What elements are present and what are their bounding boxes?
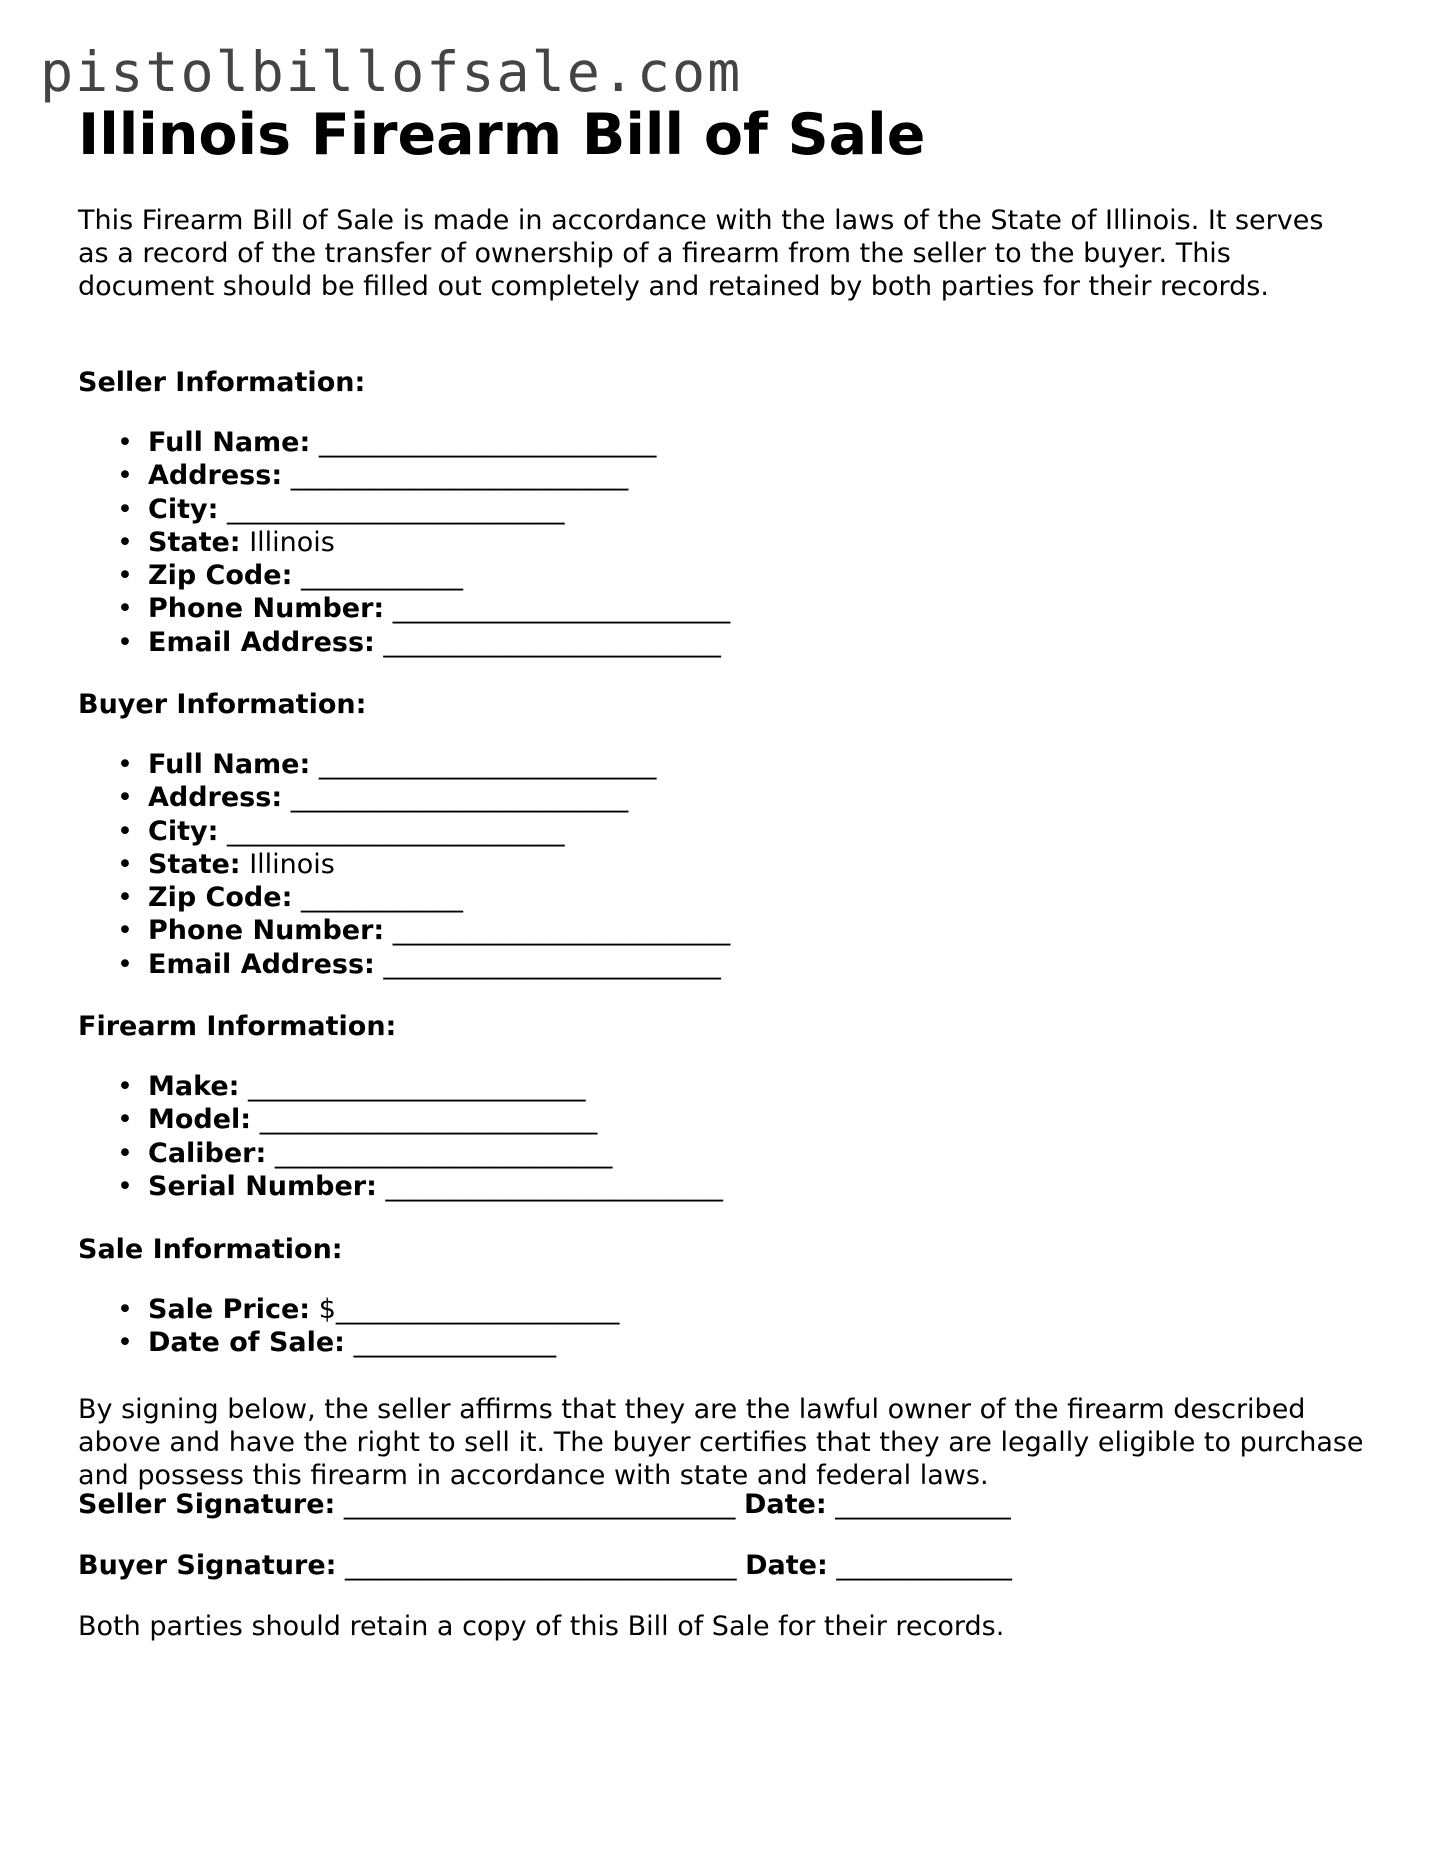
field-label: Phone Number: (148, 593, 385, 625)
seller-address-field[interactable] (148, 459, 730, 492)
field-value[interactable]: _________________________ (259, 1104, 598, 1136)
field-label: Model: (148, 1104, 252, 1136)
buyer-phone-field[interactable] (148, 914, 730, 947)
buyer-fields-list (78, 748, 730, 981)
field-label: State: (148, 848, 241, 880)
buyer-address-field[interactable] (148, 781, 730, 814)
field-label: City: (148, 815, 219, 847)
buyer-zip-field[interactable] (148, 881, 730, 914)
seller-signature-label: Seller Signature: (78, 1489, 336, 1520)
field-value[interactable]: _________________________ (290, 782, 629, 814)
field-value: Illinois (249, 526, 335, 558)
sale-price-field[interactable] (148, 1293, 619, 1326)
closing-paragraph: Both parties should retain a copy of this Bill of Sale for their records. (78, 1611, 1005, 1642)
field-value[interactable]: _________________________ (385, 1170, 724, 1202)
field-value: Illinois (249, 848, 335, 880)
field-label: City: (148, 493, 219, 525)
buyer-city-field[interactable] (148, 815, 730, 848)
site-watermark: pistolbillofsale.com (40, 40, 743, 104)
field-label: Email Address: (148, 948, 375, 980)
field-label: Email Address: (148, 626, 375, 658)
field-label: Zip Code: (148, 882, 293, 914)
field-value[interactable]: _________________________ (226, 493, 565, 525)
field-label: Address: (148, 460, 283, 492)
buyer-signature-row (78, 1549, 1012, 1582)
firearm-section-heading: Firearm Information: (78, 1011, 397, 1042)
page-title: Illinois Firearm Bill of Sale (78, 102, 926, 168)
buyer-section-heading: Buyer Information: (78, 689, 367, 720)
field-value[interactable]: _________________________ (318, 749, 657, 780)
seller-city-field[interactable] (148, 493, 730, 526)
document-body (78, 98, 1364, 1642)
field-label: Date of Sale: (148, 1327, 345, 1359)
seller-fields-list (78, 426, 730, 659)
field-value[interactable]: _________________________ (392, 593, 731, 625)
sale-section-heading: Sale Information: (78, 1234, 343, 1265)
sale-date-field[interactable] (148, 1326, 619, 1359)
seller-date-label: Date: (744, 1489, 827, 1520)
buyer-signature-line[interactable]: _____________________________ (345, 1550, 737, 1581)
intro-paragraph: This Firearm Bill of Sale is made in accordance with the laws of the State of Illinois. It serves as a record of the transfer of ownership of a firearm from the seller to the buyer. This document should be filled out completely and retained by both parties for their records. (78, 205, 1324, 302)
field-value[interactable]: _________________________ (392, 915, 731, 947)
field-label: Full Name: (148, 427, 311, 458)
firearm-make-field[interactable] (148, 1070, 723, 1103)
field-label: Full Name: (148, 749, 311, 780)
seller-signature-line[interactable]: _____________________________ (343, 1489, 736, 1520)
field-value[interactable]: ____________ (300, 882, 463, 914)
seller-zip-field[interactable] (148, 559, 730, 592)
seller-signature-row (78, 1488, 1011, 1521)
firearm-fields-list (78, 1070, 723, 1203)
affirmation-paragraph: By signing below, the seller affirms that they are the lawful owner of the firearm described above and have the right to sell it. The buyer certifies that they are legally eligible to purchase and possess this firearm in accordance with state and federal laws. (78, 1394, 1364, 1491)
buyer-signature-label: Buyer Signature: (78, 1550, 337, 1581)
seller-full-name-field[interactable] (148, 426, 730, 459)
buyer-date-line[interactable]: _____________ (836, 1550, 1012, 1581)
field-label: Phone Number: (148, 915, 385, 947)
field-value[interactable]: $_____________________ (318, 1294, 620, 1325)
field-label: State: (148, 526, 241, 558)
seller-section-heading: Seller Information: (78, 367, 366, 398)
field-value[interactable]: ____________ (300, 560, 463, 592)
field-value[interactable]: _________________________ (274, 1137, 613, 1169)
field-label: Make: (148, 1071, 240, 1102)
firearm-caliber-field[interactable] (148, 1137, 723, 1170)
field-label: Caliber: (148, 1137, 267, 1169)
field-value[interactable]: _______________ (353, 1327, 557, 1359)
field-label: Serial Number: (148, 1170, 377, 1202)
buyer-state-field (148, 848, 730, 881)
seller-phone-field[interactable] (148, 592, 730, 625)
seller-date-line[interactable]: _____________ (835, 1489, 1011, 1520)
buyer-date-label: Date: (745, 1550, 828, 1581)
seller-state-field (148, 526, 730, 559)
field-value[interactable]: _________________________ (383, 948, 721, 980)
field-label: Address: (148, 782, 283, 814)
field-label: Sale Price: (148, 1294, 311, 1325)
seller-email-field[interactable] (148, 626, 730, 659)
sale-fields-list (78, 1293, 619, 1360)
field-label: Zip Code: (148, 560, 293, 592)
field-value[interactable]: _________________________ (248, 1071, 586, 1102)
field-value[interactable]: _________________________ (383, 626, 721, 658)
field-value[interactable]: _________________________ (290, 460, 629, 492)
field-value[interactable]: _________________________ (318, 427, 657, 458)
firearm-model-field[interactable] (148, 1103, 723, 1136)
buyer-email-field[interactable] (148, 948, 730, 981)
buyer-full-name-field[interactable] (148, 748, 730, 781)
field-value[interactable]: _________________________ (226, 815, 565, 847)
firearm-serial-field[interactable] (148, 1170, 723, 1203)
